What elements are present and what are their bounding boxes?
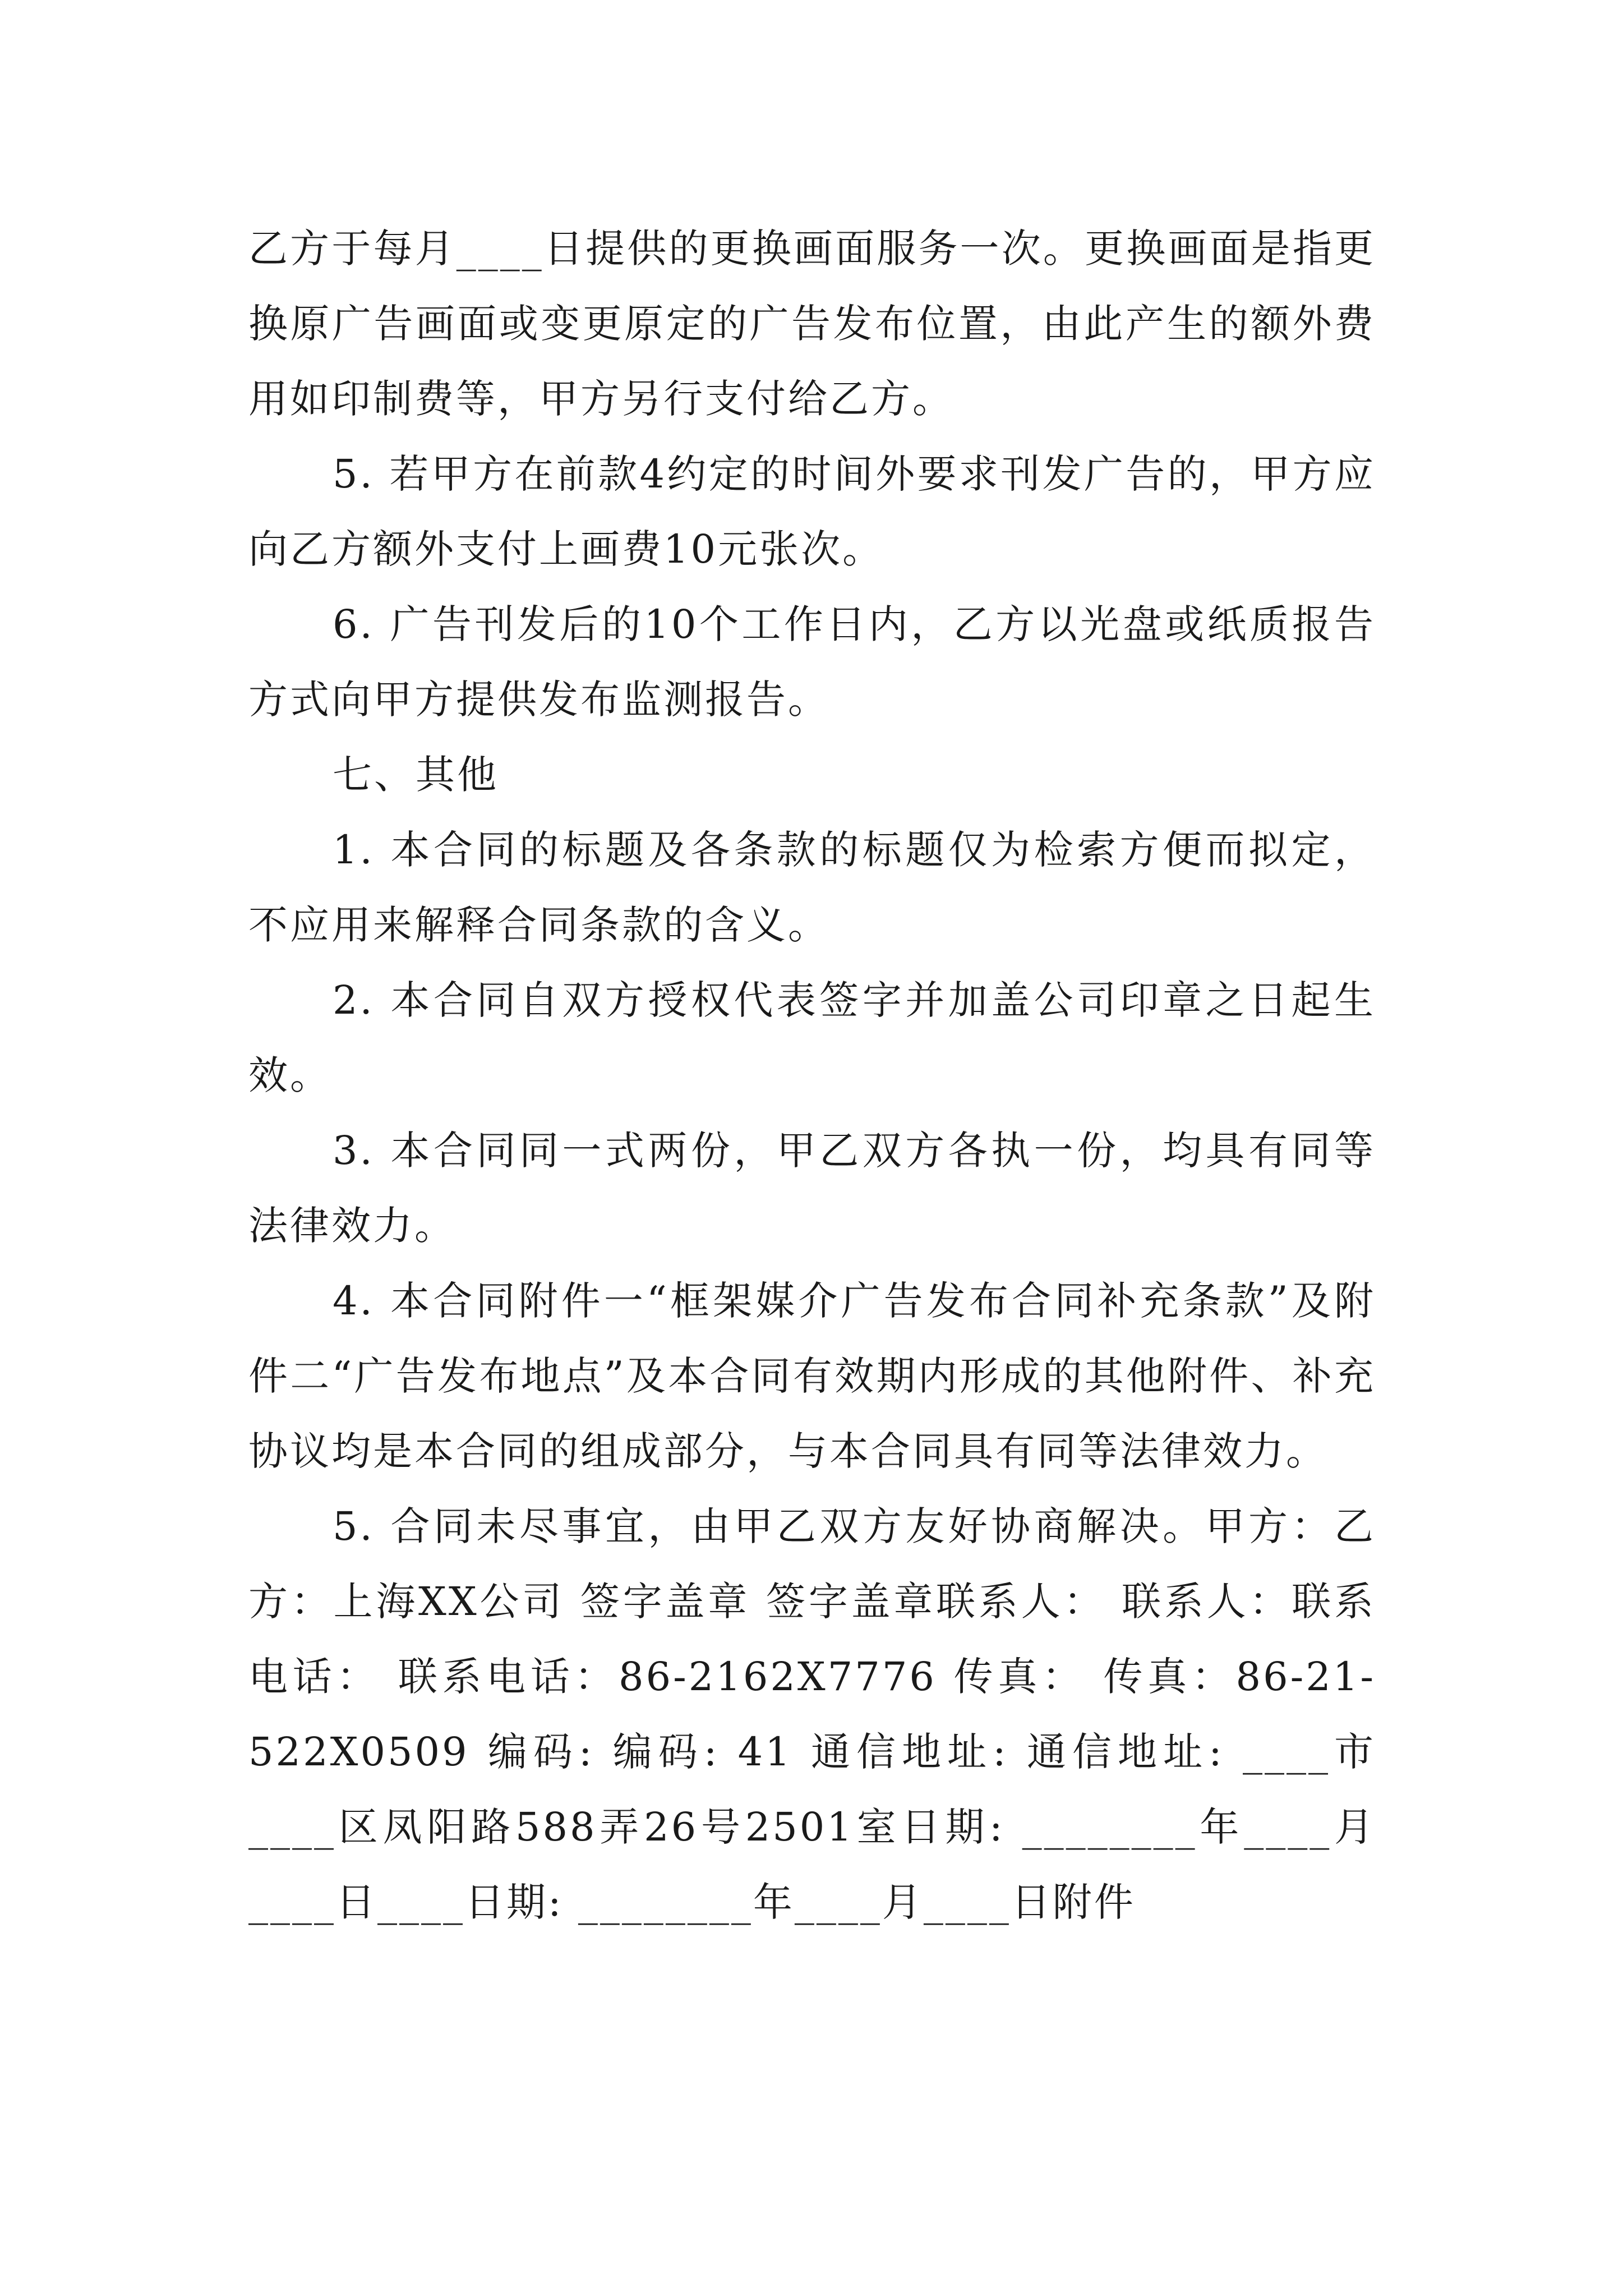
document-body [248, 211, 1376, 1940]
paragraph-other-5-signature-block: 5. 合同未尽事宜，由甲乙双方友好协商解决。甲方：乙方：上海XX公司 签字盖章 签字盖章联系人： 联系人：联系电话： 联系电话：86-2162X7776 传真： 传真：86-21-522X0509 编码: 编码: 41 通信地址: 通信地址: ____市____区凤阳路588弄26号2501室日期: ________年____月____日____日期: ________年____月____日附件 [248, 1503, 1376, 1925]
paragraph-other-4-attachments: 4. 本合同附件一“框架媒介广告发布合同补充条款”及附件二“广告发布地点”及本合同有效期内形成的其他附件、补充协议均是本合同的组成部分，与本合同具有同等法律效力。 [248, 1278, 1376, 1474]
paragraph-service-clause: 乙方于每月____日提供的更换画面服务一次。更换画面是指更换原广告画面或变更原定的广告发布位置，由此产生的额外费用如印制费等，甲方另行支付给乙方。 [248, 226, 1376, 422]
paragraph-clause-6-monitoring-report: 6. 广告刊发后的10个工作日内，乙方以光盘或纸质报告方式向甲方提供发布监测报告。 [248, 601, 1376, 723]
paragraph-other-1-titles: 1. 本合同的标题及各条款的标题仅为检索方便而拟定，不应用来解释合同条款的含义。 [248, 827, 1376, 948]
section-heading-other: 七、其他 [333, 752, 499, 798]
paragraph-other-2-effective: 2. 本合同自双方授权代表签字并加盖公司印章之日起生效。 [248, 977, 1376, 1098]
paragraph-clause-5-extra-fee: 5. 若甲方在前款4约定的时间外要求刊发广告的，甲方应向乙方额外支付上画费10元张次。 [248, 451, 1376, 572]
paragraph-other-3-copies: 3. 本合同同一式两份，甲乙双方各执一份，均具有同等法律效力。 [248, 1128, 1376, 1249]
